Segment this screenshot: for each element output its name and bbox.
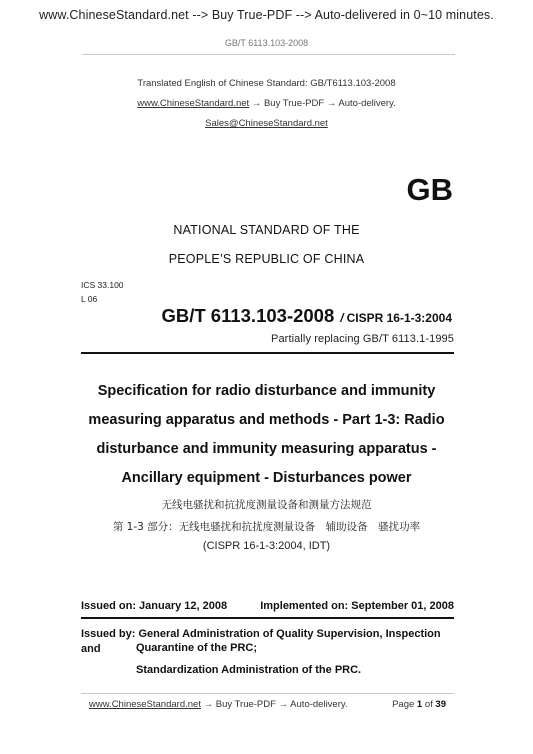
national-standard-line-1: NATIONAL STANDARD OF THE — [173, 223, 360, 237]
dates-divider — [81, 617, 454, 619]
issuer-line-1: Issued by: General Administration of Quality Supervision, Inspection and — [81, 628, 441, 655]
header-divider — [82, 54, 455, 55]
title-line-4: Ancillary equipment - Disturbances power — [121, 470, 412, 486]
footer-purchase-text: → Buy True-PDF → Auto-delivery. — [200, 699, 348, 710]
equivalent-standard: CISPR 16-1-3:2004 — [346, 311, 452, 325]
standard-separator: / — [340, 311, 344, 325]
ccs-code: L 06 — [81, 294, 98, 304]
email-link[interactable]: Sales@ChineseStandard.net — [205, 118, 328, 129]
page-total: 39 — [435, 699, 446, 710]
title-line-1: Specification for radio disturbance and immunity — [97, 383, 436, 399]
replacing-note: Partially replacing GB/T 6113.1-1995 — [271, 333, 454, 345]
translation-notice: Translated English of Chinese Standard: GB/T6113.103-2008 — [137, 78, 396, 89]
footer-divider — [81, 693, 454, 694]
issuer-line-1-continued: Quarantine of the PRC; — [136, 642, 258, 654]
gb-mark: GB — [406, 172, 453, 207]
purchase-text: → Buy True-PDF → Auto-delivery. — [249, 98, 396, 109]
standard-number: GB/T 6113.103-2008 — [161, 305, 335, 326]
issued-date: Issued on: January 12, 2008 — [81, 600, 228, 612]
page-number: 1 — [416, 699, 423, 710]
chinese-title-1: 无线电骚扰和抗扰度测量设备和测量方法规范 — [161, 499, 372, 511]
implemented-date: Implemented on: September 01, 2008 — [260, 600, 454, 612]
purchase-line — [0, 98, 533, 109]
page-label: Page — [392, 699, 415, 710]
header-standard-code: GB/T 6113.103-2008 — [224, 38, 309, 48]
title-divider — [81, 352, 454, 354]
of-label: of — [424, 699, 433, 710]
email-line — [0, 118, 533, 129]
idt-reference: (CISPR 16-1-3:2004, IDT) — [202, 540, 331, 552]
ics-code: ICS 33.100 — [81, 280, 124, 290]
site-link[interactable]: www.ChineseStandard.net — [137, 98, 250, 109]
title-line-3: disturbance and immunity measuring apparatus - — [96, 441, 437, 457]
national-standard-line-2: PEOPLE’S REPUBLIC OF CHINA — [168, 252, 365, 266]
standard-number-row — [0, 305, 452, 327]
issuer-line-2: Standardization Administration of the PRC. — [136, 664, 362, 676]
chinese-title-2: 第 1-3 部分：无线电骚扰和抗扰度测量设备 辅助设备 骚扰功率 — [112, 521, 421, 533]
page-indicator — [0, 699, 446, 710]
footer-site-link[interactable]: www.ChineseStandard.net — [89, 699, 201, 710]
top-banner: www.ChineseStandard.net --> Buy True-PDF --> Auto-delivered in 0~10 minutes. — [39, 8, 494, 22]
title-line-2: measuring apparatus and methods - Part 1-3: Radio — [88, 412, 445, 428]
